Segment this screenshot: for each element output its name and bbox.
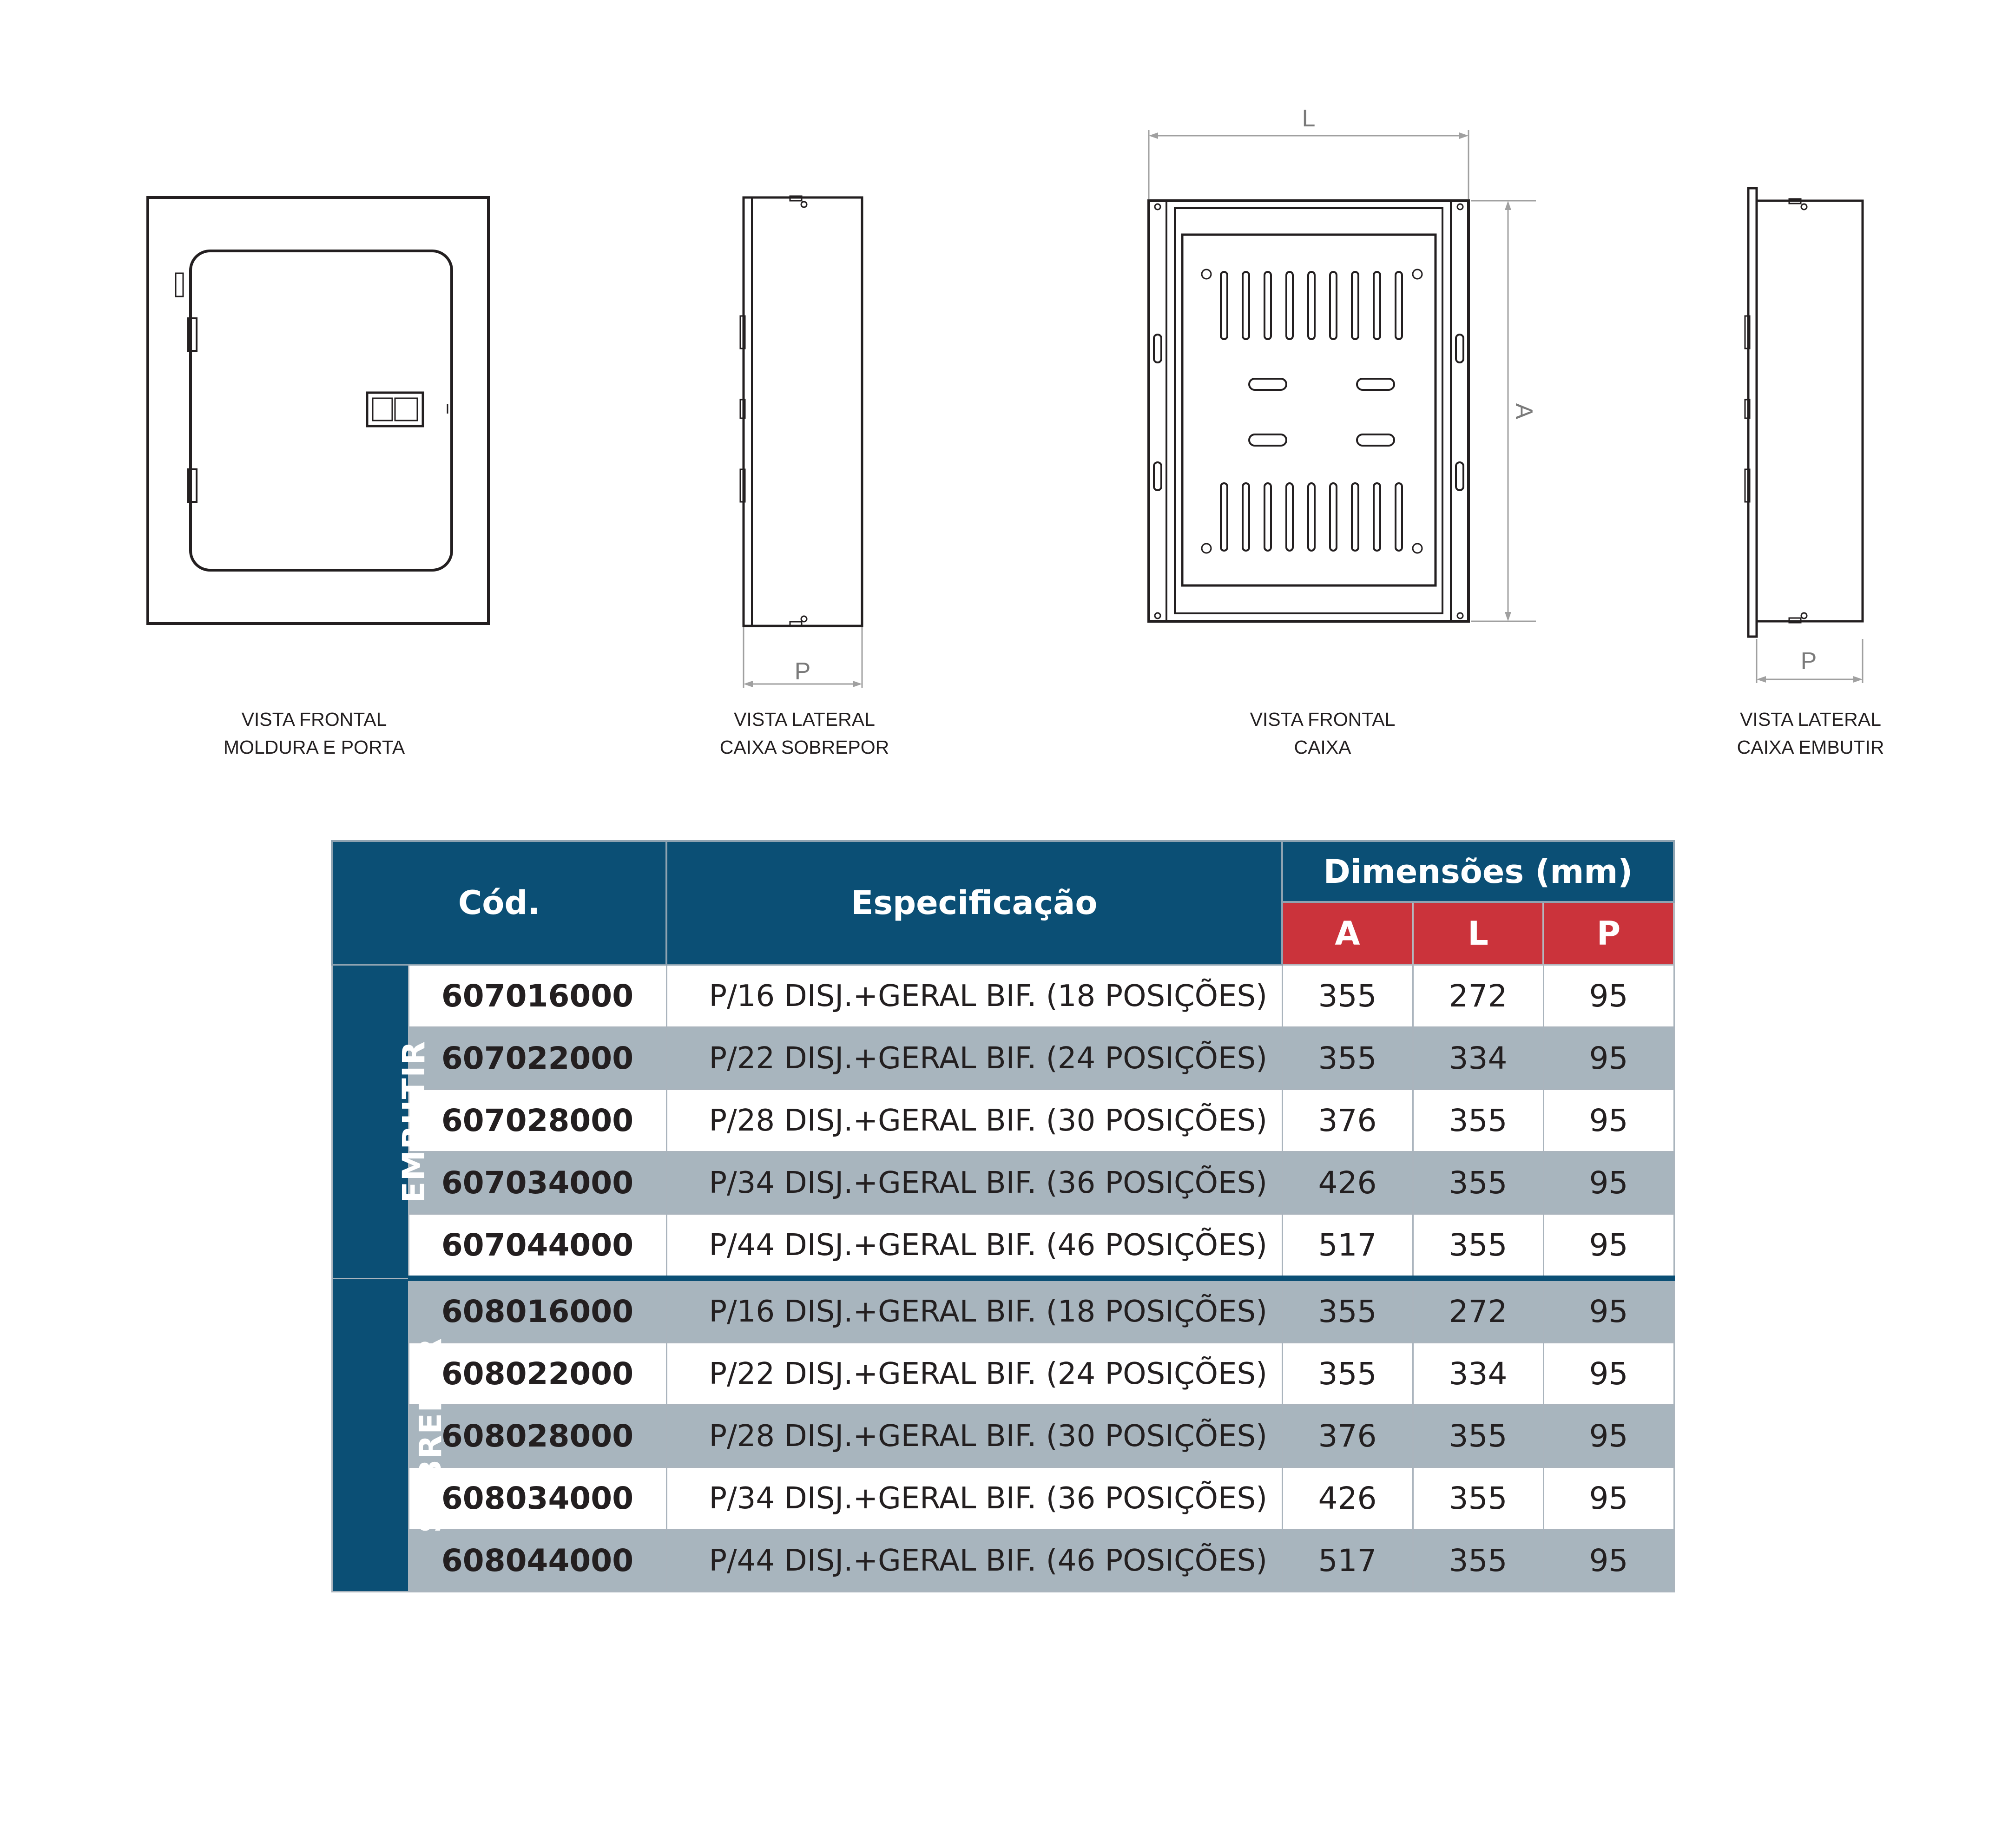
table-cell-p: 95 (1543, 1278, 1674, 1343)
caption-line: MOLDURA E PORTA (223, 737, 405, 758)
table-cell-spec: P/22 DISJ.+GERAL BIF. (24 POSIÇÕES) (666, 1027, 1282, 1090)
caption-front-box (1137, 705, 1508, 761)
table-cell-a: 517 (1282, 1214, 1413, 1279)
table-cell-p: 95 (1543, 1090, 1674, 1152)
table-cell-cod: 608028000 (408, 1405, 666, 1467)
dimension-p-label-flush: P (1800, 648, 1817, 675)
header-dimensions: Dimensões (mm) (1282, 841, 1674, 902)
table-cell-p: 95 (1543, 1405, 1674, 1467)
caption-line: VISTA FRONTAL (1250, 709, 1396, 730)
table-cell-l: 355 (1413, 1214, 1543, 1279)
caption-line: CAIXA EMBUTIR (1737, 737, 1884, 758)
caption-line: VISTA LATERAL (734, 709, 875, 730)
caption-line: CAIXA SOBREPOR (719, 737, 889, 758)
table-cell-a: 355 (1282, 1027, 1413, 1090)
table-cell-cod: 608022000 (408, 1343, 666, 1405)
table-cell-cod: 607044000 (408, 1214, 666, 1279)
table-cell-p: 95 (1543, 1214, 1674, 1279)
side-view-flush-box-drawing (1745, 188, 1863, 637)
caption-line: VISTA LATERAL (1740, 709, 1881, 730)
table-cell-p: 95 (1543, 1467, 1674, 1530)
dimension-l-label: L (1302, 105, 1316, 132)
table-cell-cod: 607016000 (408, 965, 666, 1027)
table-cell-a: 517 (1282, 1530, 1413, 1592)
dimension-p-label-surface: P (794, 658, 811, 685)
table-cell-a: 426 (1282, 1152, 1413, 1214)
table-cell-l: 355 (1413, 1405, 1543, 1467)
table-cell-cod: 608044000 (408, 1530, 666, 1592)
table-cell-p: 95 (1543, 1530, 1674, 1592)
table-cell-spec: P/16 DISJ.+GERAL BIF. (18 POSIÇÕES) (666, 965, 1282, 1027)
caption-side-flush-box (1625, 705, 1996, 761)
table-cell-p: 95 (1543, 1152, 1674, 1214)
table-cell-a: 355 (1282, 1278, 1413, 1343)
caption-line: CAIXA (1294, 737, 1351, 758)
table-cell-spec: P/28 DISJ.+GERAL BIF. (30 POSIÇÕES) (666, 1090, 1282, 1152)
table-cell-a: 376 (1282, 1090, 1413, 1152)
table-cell-l: 355 (1413, 1090, 1543, 1152)
table-cell-cod: 607028000 (408, 1090, 666, 1152)
group-sobrepor (332, 1278, 448, 1592)
group-label: SOBREPOR (412, 1337, 448, 1533)
table-cell-l: 355 (1413, 1530, 1543, 1592)
header-cod: Cód. (332, 841, 666, 965)
table-cell-a: 355 (1282, 965, 1413, 1027)
table-cell-spec: P/34 DISJ.+GERAL BIF. (36 POSIÇÕES) (666, 1467, 1282, 1530)
caption-line: VISTA FRONTAL (241, 709, 387, 730)
table-cell-l: 272 (1413, 1278, 1543, 1343)
caption-side-surface-box (619, 705, 990, 761)
dimensions-table (331, 840, 1675, 1592)
table-cell-cod: 607022000 (408, 1027, 666, 1090)
table-cell-cod: 608016000 (408, 1278, 666, 1343)
table-cell-p: 95 (1543, 965, 1674, 1027)
technical-drawings (0, 0, 2002, 790)
table-cell-l: 355 (1413, 1152, 1543, 1214)
front-view-frame-door-drawing (148, 197, 488, 624)
table-cell-cod: 608034000 (408, 1467, 666, 1530)
table-cell-l: 334 (1413, 1027, 1543, 1090)
group-embutir (332, 965, 432, 1278)
table-cell-a: 355 (1282, 1343, 1413, 1405)
table-cell-spec: P/44 DISJ.+GERAL BIF. (46 POSIÇÕES) (666, 1214, 1282, 1279)
table-cell-l: 334 (1413, 1343, 1543, 1405)
table-cell-spec: P/22 DISJ.+GERAL BIF. (24 POSIÇÕES) (666, 1343, 1282, 1405)
table-cell-l: 355 (1413, 1467, 1543, 1530)
table-cell-a: 426 (1282, 1467, 1413, 1530)
table-cell-cod: 607034000 (408, 1152, 666, 1214)
side-view-surface-box-drawing (740, 196, 862, 626)
front-view-box-drawing (1149, 201, 1469, 621)
table-cell-p: 95 (1543, 1027, 1674, 1090)
table-cell-spec: P/44 DISJ.+GERAL BIF. (46 POSIÇÕES) (666, 1530, 1282, 1592)
table-cell-spec: P/28 DISJ.+GERAL BIF. (30 POSIÇÕES) (666, 1405, 1282, 1467)
table-cell-l: 272 (1413, 965, 1543, 1027)
header-spec: Especificação (666, 841, 1282, 965)
table-cell-spec: P/16 DISJ.+GERAL BIF. (18 POSIÇÕES) (666, 1278, 1282, 1343)
dimension-arrows (744, 132, 1863, 687)
header-a: A (1282, 902, 1413, 965)
table-cell-p: 95 (1543, 1343, 1674, 1405)
header-p: P (1543, 902, 1674, 965)
header-l: L (1413, 902, 1543, 965)
group-label: EMBUTIR (395, 1040, 432, 1203)
table-cell-spec: P/34 DISJ.+GERAL BIF. (36 POSIÇÕES) (666, 1152, 1282, 1214)
dimension-lines-box (1149, 130, 1536, 621)
dimension-a-label: A (1510, 403, 1537, 420)
table-cell-a: 376 (1282, 1405, 1413, 1467)
caption-front-frame-door (128, 705, 500, 761)
